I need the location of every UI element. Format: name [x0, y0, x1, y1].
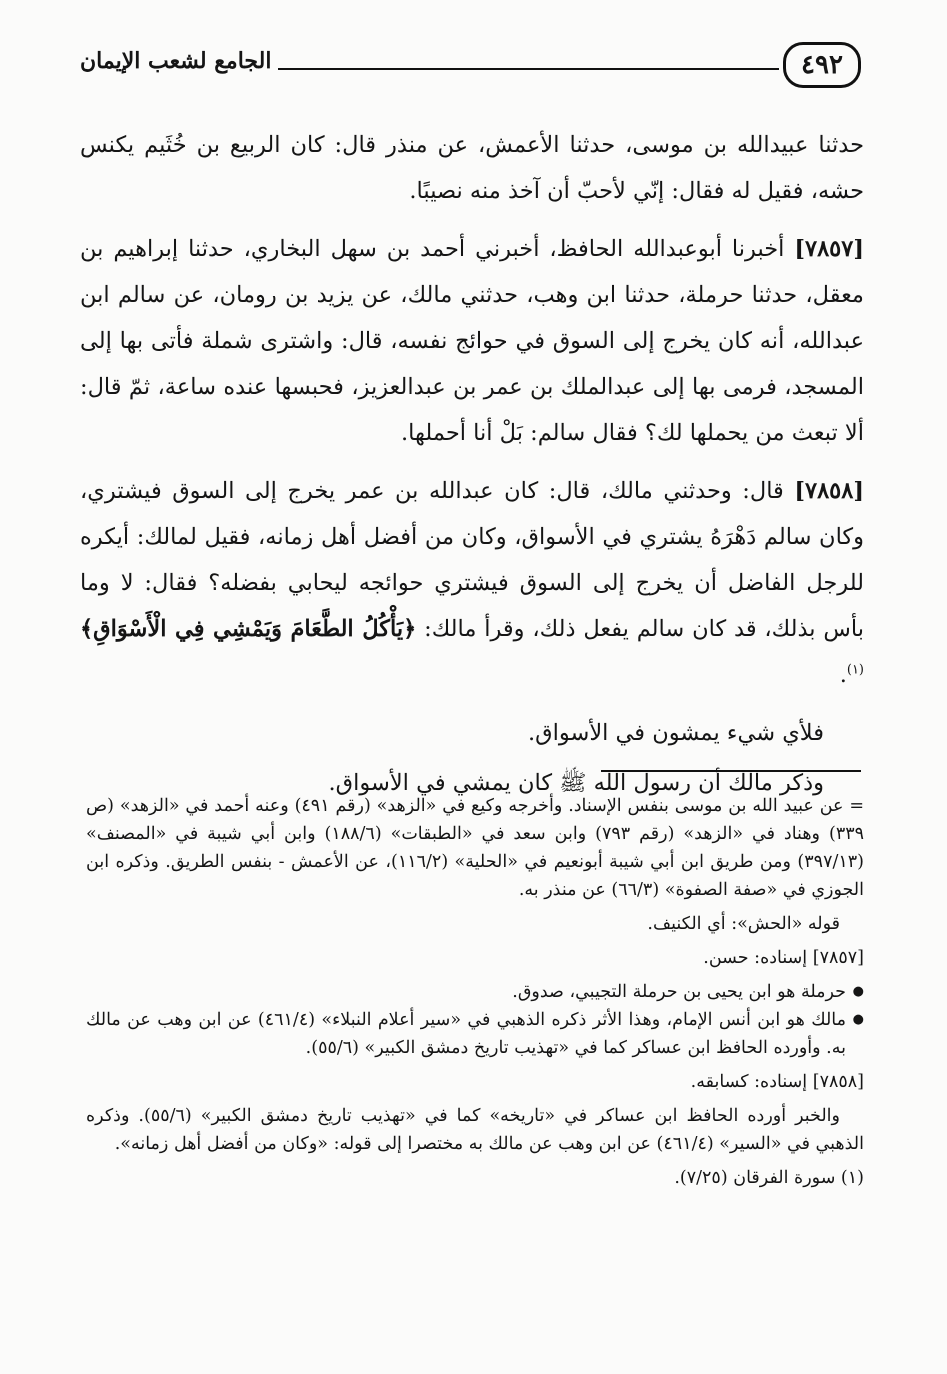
footnotes [86, 792, 864, 1198]
footnote-ref: (١) [846, 662, 864, 678]
book-title: الجامع لشعب الإيمان [80, 48, 272, 74]
footnote-7857-list [86, 978, 864, 1062]
footnote-1: (١) سورة الفرقان (٧/٢٥). [674, 1168, 864, 1188]
header-rule [278, 68, 779, 70]
paragraph-4: فلأي شيء يمشون في الأسواق. [527, 720, 824, 746]
footnote-7858-heading: [٧٨٥٨] إسناده: كسابقه. [690, 1072, 864, 1092]
paragraph-end: . [839, 662, 847, 688]
footnote-7857-heading: [٧٨٥٧] إسناده: حسن. [703, 948, 864, 968]
paragraph-text: قال: وحدثني مالك، قال: كان عبدالله بن عمر يخرج إلى السوق فيشتري، وكان سالم دَهْرَهُ يشتري في الأسواق، وكان من أفضل أهل زمانه، فقيل لمالك: أيكره للرجل الفاضل أن يخرج إلى السوق فيشتري حوائجه ليحابي بفضله؟ فقال: لا وما بأس بذلك، قد كان سالم يفعل ذلك، وقرأ مالك: [80, 478, 864, 642]
narration-number: [٧٨٥٨] [794, 478, 864, 504]
paragraph-5: وذكر مالك أن رسول الله ﷺ كان يمشي في الأسواق. [328, 770, 824, 796]
footnote-bullet: ● حرملة هو ابن يحيى بن حرملة التجيبي، صدوق. [86, 978, 846, 1006]
narration-number: [٧٨٥٧] [794, 236, 865, 262]
quran-verse: ﴿يَأْكُلُ الطَّعَامَ وَيَمْشِي فِي الْأَسْوَاقِ﴾ [80, 616, 417, 642]
footnote-gloss: قوله «الحش»: أي الكنيف. [647, 914, 840, 934]
paragraph-1: حدثنا عبيدالله بن موسى، حدثنا الأعمش، عن منذر قال: كان الربيع بن خُثَيم يكنس حشه، فقيل له فقال: إنّي لأحبّ أن آخذ منه نصيبًا. [80, 132, 864, 204]
page-number: ٤٩٢ [783, 42, 861, 88]
footnote-7858-text: والخبر أورده الحافظ ابن عساكر في «تاريخه» كما في «تهذيب تاريخ دمشق الكبير» (٥٥/٦). وذكره الذهبي في «السير» (٤٦١/٤) عن ابن وهب عن مالك به مختصرا إلى قوله: «وكان من أفضل أهل زمانه». [86, 1106, 864, 1154]
paragraph-7857 [80, 226, 864, 456]
footnote-separator [601, 770, 861, 772]
footnote-continuation: = عن عبيد الله بن موسى بنفس الإسناد. وأخرجه وكيع في «الزهد» (رقم ٤٩١) وعنه أحمد في «الزهد» (ص ٣٣٩) وهناد في «الزهد» (رقم ٧٩٣) وابن سعد في «الطبقات» (١٨٨/٦) وابن أبي شيبة في «المصنف» (٣٩٧/١٣) ومن طريق ابن أبي شيبة أبونعيم في «الحلية» (١١٦/٢)، عن الأعمش - بنفس الطريق. وذكره ابن الجوزي في «صفة الصفوة» (٦٦/٣) عن منذر به. [86, 796, 865, 900]
footnote-bullet: ● مالك هو ابن أنس الإمام، وهذا الأثر ذكره الذهبي في «سير أعلام النبلاء» (٤٦١/٤) عن ابن وهب عن مالك به. وأورده الحافظ ابن عساكر كما في «تهذيب تاريخ دمشق الكبير» (٥٥/٦). [86, 1006, 846, 1062]
paragraph-7858 [80, 468, 864, 698]
page-header [80, 42, 861, 102]
main-text [80, 122, 864, 810]
paragraph-text: أخبرنا أبوعبدالله الحافظ، أخبرني أحمد بن سهل البخاري، حدثنا إبراهيم بن معقل، حدثنا حرملة، حدثنا ابن وهب، حدثني مالك، عن يزيد بن رومان، عن سالم ابن عبدالله، أنه كان يخرج إلى السوق في حوائج نفسه، قال: واشترى شملة فأتى بها إلى المسجد، فرمى بها إلى عبدالملك بن عمر بن عبدالعزيز، فحبسها عنده ساعة، ثمّ قال: ألا تبعث من يحملها لك؟ فقال سالم: بَلْ أنا أحملها. [80, 236, 864, 446]
